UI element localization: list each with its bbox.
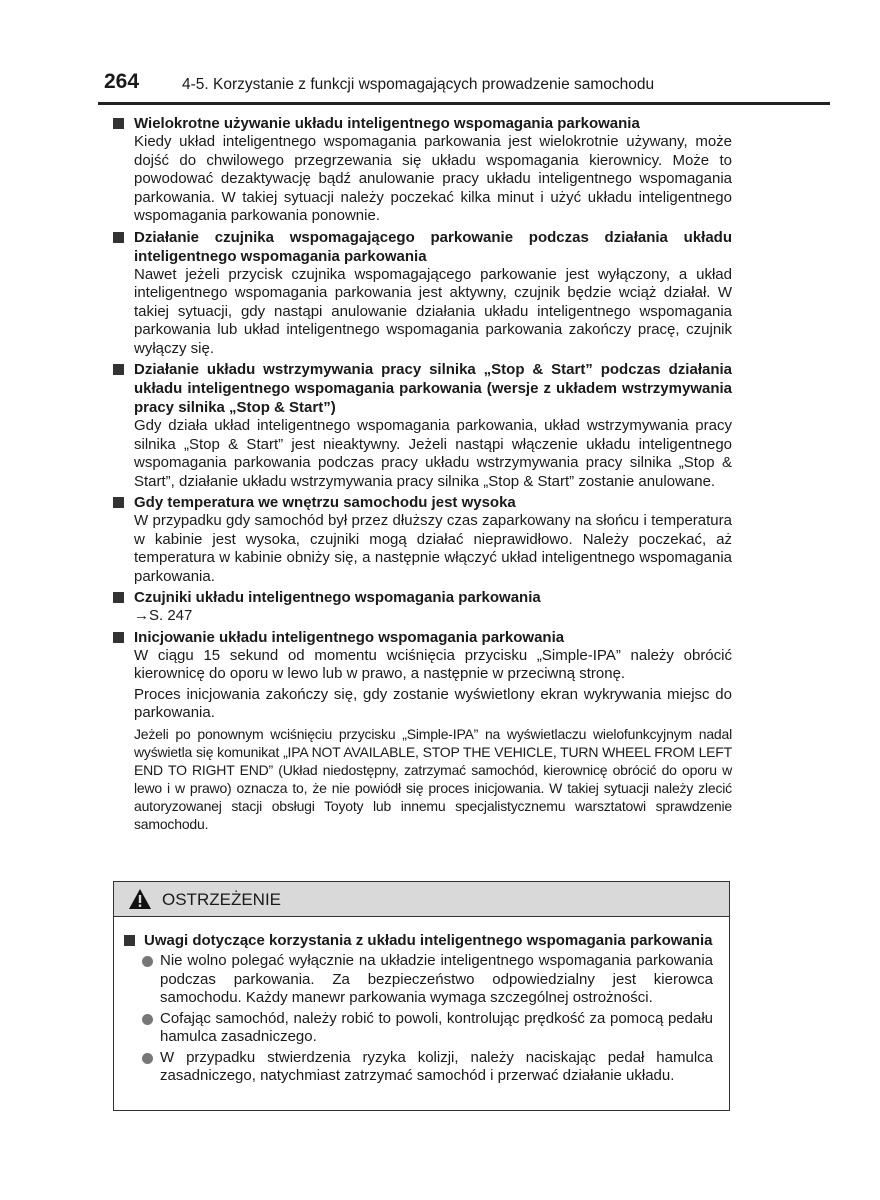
warning-title: OSTRZEŻENIE	[162, 890, 282, 909]
section-heading: Działanie układu wstrzymywania pracy silnika „Stop & Start” podczas działania układu inteligentnego wspomagania parkowania (wersje z układem wstrzymywania pracy silnika „Stop & Start”)	[112, 360, 732, 417]
section-text: W ciągu 15 sekund od momentu wciśnięcia przycisku „Simple-IPA” należy obrócić kierownicę do oporu w lewo lub w prawo, a następnie w przeciwną stronę.	[134, 646, 732, 682]
warning-body	[114, 917, 729, 1086]
section-text: Kiedy układ inteligentnego wspomagania parkowania jest wielokrotnie używany, może dojść do chwilowego przegrzewania się układu wspomagania kierownicy. Może to powodować dezaktywację bądź anulowanie pracy układu inteligentnego wspomagania parkowania. W takiej sytuacji należy poczekać kilka minut i użyć układu inteligentnego wspomagania parkowania ponownie.	[134, 133, 732, 224]
section-note: Jeżeli po ponownym wciśnięciu przycisku „Simple-IPA” na wyświetlaczu wielofunkcyjnym nadal wyświetla się komunikat „IPA NOT AVAILABLE, STOP THE VEHICLE, TURN WHEEL FROM LEFT END TO RIGHT END” (Układ niedostępny, zatrzymać samochód, kierownicę obrócić do oporu w lewo i w prawo) oznacza to, że nie powiódł się proces inicjowania. W takiej sytuacji należy zlecić autoryzowanej stacji obsługi Toyoty lub innemu specjalistycznemu warsztatowi sprawdzenie samochodu.	[134, 725, 732, 832]
section-heading: Czujniki układu inteligentnego wspomagania parkowania	[112, 588, 732, 607]
page-reference: →S. 247	[134, 607, 193, 624]
section-stop-start	[112, 360, 732, 491]
warning-bullet: W przypadku stwierdzenia ryzyka kolizji, należy naciskając pedał hamulca zasadniczego, natychmiast zatrzymać samochód i przerwać działanie układu.	[124, 1049, 713, 1086]
section-heading: Wielokrotne używanie układu inteligentnego wspomagania parkowania	[112, 114, 732, 133]
section-heading: Działanie czujnika wspomagającego parkowanie podczas działania układu inteligentnego wspomagania parkowania	[112, 228, 732, 266]
page-content	[112, 114, 732, 835]
warning-triangle-icon	[128, 888, 152, 910]
warning-header	[114, 882, 729, 917]
section-text: Gdy działa układ inteligentnego wspomagania parkowania, układ wstrzymywania pracy silnika „Stop & Start” jest nieaktywny. Jeżeli nastąpi włączenie układu inteligentnego wspomagania parkowania podczas pracy układu wstrzymywania pracy silnika „Stop & Start”, działanie układu wstrzymywania pracy silnika „Stop & Start” zostanie anulowane.	[134, 417, 732, 490]
warning-bullet: Nie wolno polegać wyłącznie na układzie inteligentnego wspomagania parkowania podczas parkowania. Za bezpieczeństwo odpowiedzialny jest kierowca samochodu. Każdy manewr parkowania wymaga szczególnej ostrożności.	[124, 952, 713, 1008]
section-initialization	[112, 628, 732, 833]
chapter-title: 4-5. Korzystanie z funkcji wspomagających prowadzenie samochodu	[182, 76, 655, 93]
section-text: Nawet jeżeli przycisk czujnika wspomagającego parkowanie jest wyłączony, a układ inteligentnego wspomagania parkowania jest aktywny, czujnik będzie wciąż działał. W takiej sytuacji, gdy nastąpi anulowanie działania układu inteligentnego wspomagania parkowania lub układ inteligentnego wspomagania parkowania zakończy pracę, czujnik wyłączy się.	[134, 265, 732, 357]
warning-heading: Uwagi dotyczące korzystania z układu inteligentnego wspomagania parkowania	[124, 931, 713, 950]
section-text: W przypadku gdy samochód był przez dłuższy czas zaparkowany na słońcu i temperatura w kabinie jest wysoka, czujniki mogą działać nieprawidłowo. Należy poczekać, aż temperatura w kabinie obniży się, a następnie włączyć układ inteligentnego wspomagania parkowania.	[134, 512, 732, 585]
page-header	[98, 68, 830, 105]
section-parking-sensor	[112, 228, 732, 359]
section-sensors	[112, 588, 732, 626]
section-heading: Inicjowanie układu inteligentnego wspomagania parkowania	[112, 628, 732, 647]
page-number: 264	[104, 70, 140, 93]
section-text: Proces inicjowania zakończy się, gdy zostanie wyświetlony ekran wykrywania miejsc do parkowania.	[134, 685, 732, 721]
warning-bullet: Cofając samochód, należy robić to powoli, kontrolując prędkość za pomocą pedału hamulca zasadniczego.	[124, 1010, 713, 1047]
section-heading: Gdy temperatura we wnętrzu samochodu jest wysoka	[112, 493, 732, 512]
warning-box	[113, 881, 730, 1111]
section-repeated-use	[112, 114, 732, 226]
section-high-temperature	[112, 493, 732, 586]
